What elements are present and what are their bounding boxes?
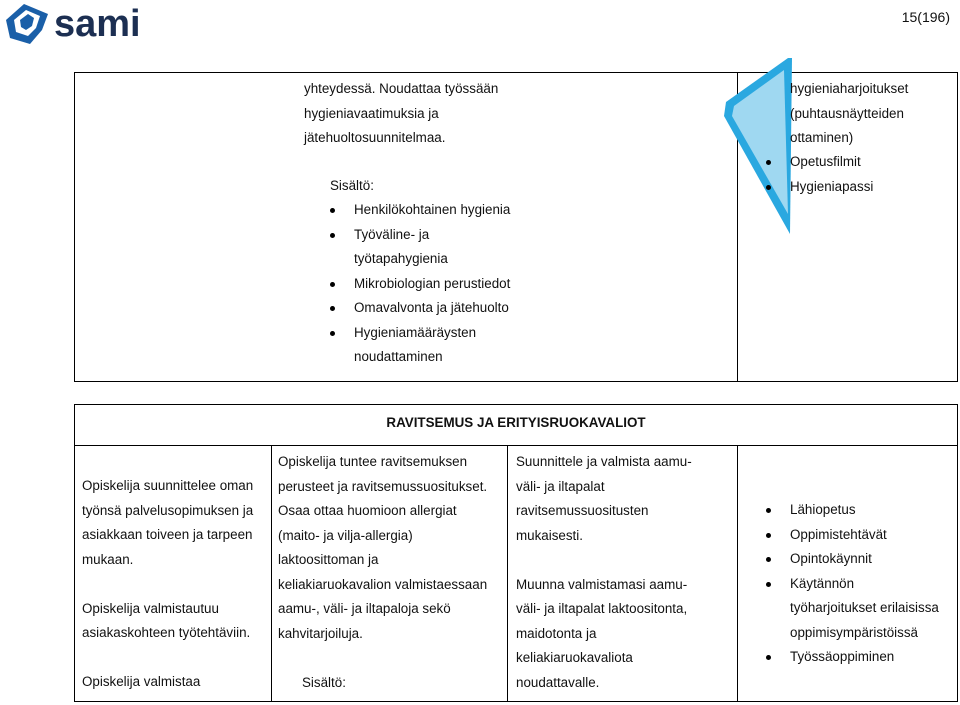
bullet-icon <box>766 655 771 660</box>
text-line: hygieniavaatimuksia ja <box>304 105 439 121</box>
list-item-continuation: noudattaminen <box>354 349 443 364</box>
text-line: ottaminen) <box>790 130 854 145</box>
list-item: Opintokäynnit <box>766 547 939 572</box>
list-item: Henkilökohtainen hygienia <box>330 198 510 223</box>
column-divider <box>271 445 272 702</box>
content-list <box>330 198 510 370</box>
bullet-icon <box>330 233 335 238</box>
methods-list <box>766 498 939 670</box>
list-item: Lähiopetus <box>766 498 939 523</box>
bullet-icon <box>766 160 771 165</box>
bullet-icon <box>766 533 771 538</box>
table-title: RAVITSEMUS JA ERITYISRUOKAVALIOT <box>386 415 646 430</box>
text-line: yhteydessä. Noudattaa työssään <box>304 81 499 96</box>
column-divider <box>507 445 508 702</box>
bullet-icon <box>766 508 771 513</box>
tasks-column: Suunnittele ja valmista aamu- väli- ja iltapalat ravitsemussuositusten mukaisesti. Muunna valmistamasi aamu- väli- ja iltapalat laktoositonta, maidotonta ja keliakiaruokavaliota noudattavalle. <box>516 454 692 690</box>
text-line: hygieniaharjoitukset <box>790 81 909 96</box>
text-line: (puhtausnäytteiden <box>790 105 904 121</box>
knowledge-column: Opiskelija tuntee ravitsemuksen perusteet ja ravitsemussuositukset. Osaa ottaa huomioon allergiat (maito- ja vilja-allergia) laktoosittoman ja keliakiaruokavalion valmistaessaan aamu-, väli- ja iltapaloja sekö kahvitarjoiluja. Sisältö: <box>278 454 488 690</box>
list-item-continuation: työharjoitukset erilaisissa <box>790 600 939 615</box>
list-item: Työssäoppiminen <box>766 645 939 670</box>
list-item-continuation: työtapahygienia <box>354 251 448 266</box>
list-item: Käytännön <box>766 572 939 597</box>
bullet-icon <box>766 557 771 562</box>
logo-mark-icon <box>6 4 48 44</box>
bullet-icon <box>330 306 335 311</box>
bullet-icon <box>766 185 771 190</box>
goals-column: Opiskelija suunnittelee oman työnsä palvelusopimuksen ja asiakkaan toiveen ja tarpeen mukaan. Opiskelija valmistautuu asiakaskohteen työtehtäviin. Opiskelija valmistaa <box>82 478 254 689</box>
methods-list <box>766 150 873 199</box>
right-continuation <box>790 77 908 151</box>
list-item: Oppimistehtävät <box>766 523 939 548</box>
intro-text <box>304 77 498 151</box>
list-item: Mikrobiologian perustiedot <box>330 272 510 297</box>
bullet-icon <box>330 282 335 287</box>
list-item-continuation: oppimisympäristöissä <box>790 624 918 640</box>
list-item: Hygieniamääräysten <box>330 321 510 346</box>
content-label: Sisältö: <box>330 178 374 193</box>
list-item: Hygieniapassi <box>766 175 873 200</box>
sami-logo <box>2 0 192 50</box>
page-number: 15(196) <box>901 9 950 25</box>
column-divider <box>737 445 738 702</box>
header-divider <box>75 445 957 446</box>
list-item: Omavalvonta ja jätehuolto <box>330 296 510 321</box>
bullet-icon <box>766 582 771 587</box>
list-item: Työväline- ja <box>330 223 510 248</box>
svg-text:sami: sami <box>54 3 141 45</box>
bullet-icon <box>330 331 335 336</box>
bullet-icon <box>330 208 335 213</box>
list-item: Opetusfilmit <box>766 150 873 175</box>
text-line: jätehuoltosuunnitelmaa. <box>304 130 446 145</box>
decorative-shape-icon <box>718 58 798 238</box>
